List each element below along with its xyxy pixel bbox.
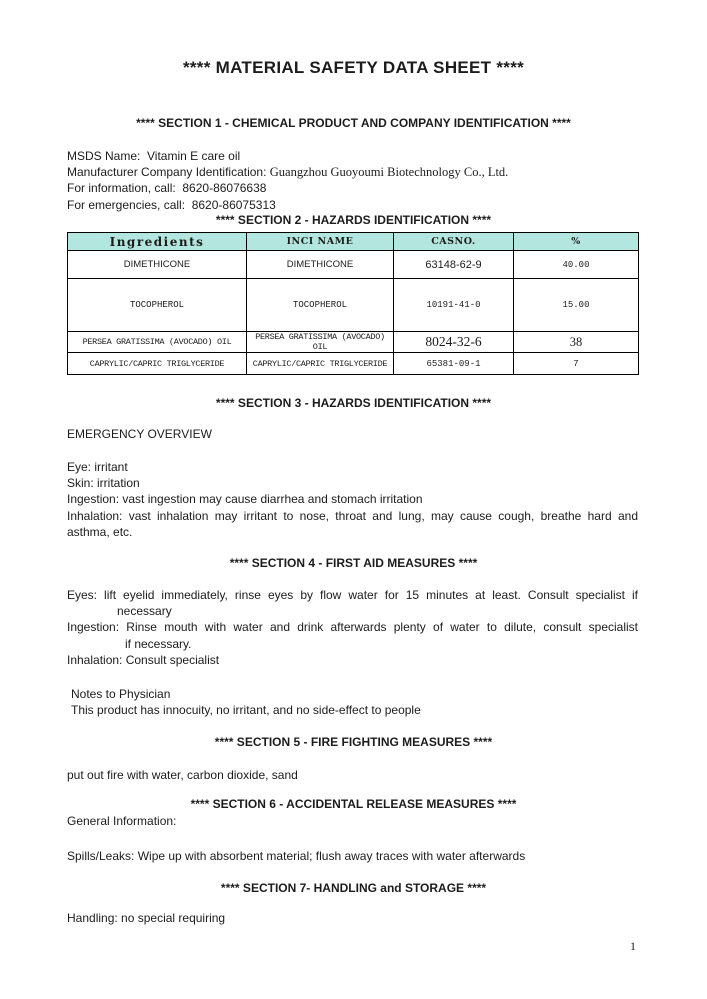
emergencies-call-line: For emergencies, call: 8620-86075313 (67, 198, 276, 212)
casno-cell: 10191-41-0 (394, 279, 514, 332)
emergency-overview-line: EMERGENCY OVERVIEW (67, 427, 212, 441)
section-5-header: **** SECTION 5 - FIRE FIGHTING MEASURES **** (214, 735, 493, 749)
inci-name-cell: TOCOPHEROL (247, 279, 394, 332)
handling-line: Handling: no special requiring (67, 911, 226, 925)
ingredient-cell: PERSEA GRATISSIMA (AVOCADO) OIL (68, 332, 247, 353)
percent-cell: 7 (514, 353, 639, 375)
skin-hazard-line: Skin: irritation (67, 476, 140, 490)
section-1-header: **** SECTION 1 - CHEMICAL PRODUCT AND COMPANY IDENTIFICATION **** (136, 116, 571, 130)
casno-cell: 63148-62-9 (394, 251, 514, 279)
ingredient-cell: CAPRYLIC/CAPRIC TRIGLYCERIDE (68, 353, 247, 375)
section-2-header: **** SECTION 2 - HAZARDS IDENTIFICATION **** (215, 213, 492, 227)
notes-to-physician-line: Notes to Physician (71, 687, 171, 701)
manufacturer-company-name: Guangzhou Guoyoumi Biotechnology Co., Ltd. (269, 165, 509, 179)
section-3-header: **** SECTION 3 - HAZARDS IDENTIFICATION **** (215, 396, 492, 410)
ingestion-hazard-line: Ingestion: vast ingestion may cause diarrhea and stomach irritation (67, 492, 423, 506)
fire-fighting-line: put out fire with water, carbon dioxide, sand (67, 768, 298, 782)
table-row (68, 353, 639, 375)
section-4-header: **** SECTION 4 - FIRST AID MEASURES **** (229, 556, 478, 570)
percent-column-header: % (514, 233, 639, 251)
eye-hazard-line: Eye: irritant (67, 460, 128, 474)
casno-column-header: CASNO. (394, 233, 514, 251)
ingestion-first-aid-cont: if necessary. (125, 637, 192, 651)
eyes-first-aid-line: Eyes: lift eyelid immediately, rinse eyes by flow water for 15 minutes at least. Consult specialist if (67, 588, 638, 602)
inci-name-cell: PERSEA GRATISSIMA (AVOCADO) OIL (247, 332, 394, 353)
table-header-row (68, 233, 639, 251)
ingredients-table (67, 232, 639, 375)
ingredients-column-header: Ingredients (68, 233, 247, 251)
casno-cell: 65381-09-1 (394, 353, 514, 375)
percent-cell: 15.00 (514, 279, 639, 332)
notes-body-line: This product has innocuity, no irritant, and no side-effect to people (71, 703, 421, 717)
page-number: 1 (630, 939, 636, 953)
msds-name-line: MSDS Name: Vitamin E care oil (67, 149, 241, 163)
spills-leaks-line: Spills/Leaks: Wipe up with absorbent material; flush away traces with water afterwards (67, 849, 526, 863)
section-6-header: **** SECTION 6 - ACCIDENTAL RELEASE MEASURES **** (190, 797, 517, 811)
percent-cell: 38 (514, 332, 639, 353)
inhalation-first-aid-line: Inhalation: Consult specialist (67, 653, 220, 667)
manufacturer-label: Manufacturer Company Identification: (67, 165, 270, 179)
ingestion-first-aid-line: Ingestion: Rinse mouth with water and drink afterwards plenty of water to dilute, consult specialist (67, 620, 638, 634)
table-row (68, 279, 639, 332)
section-7-header: **** SECTION 7- HANDLING and STORAGE **** (220, 881, 487, 895)
casno-cell: 8024-32-6 (394, 332, 514, 353)
document-title: **** MATERIAL SAFETY DATA SHEET **** (182, 58, 525, 77)
inhalation-hazard-line-cont: asthma, etc. (67, 525, 133, 539)
ingredient-cell: TOCOPHEROL (68, 279, 247, 332)
table-row (68, 332, 639, 353)
information-call-line: For information, call: 8620-86076638 (67, 181, 267, 195)
percent-cell: 40.00 (514, 251, 639, 279)
general-information-line: General Information: (67, 814, 177, 828)
eyes-first-aid-cont: necessary (117, 604, 172, 618)
inci-name-cell: CAPRYLIC/CAPRIC TRIGLYCERIDE (247, 353, 394, 375)
inhalation-hazard-line: Inhalation: vast inhalation may irritant to nose, throat and lung, may cause cough, breathe hard and (67, 509, 638, 523)
inci-name-cell: DIMETHICONE (247, 251, 394, 279)
ingredient-cell: DIMETHICONE (68, 251, 247, 279)
manufacturer-line (67, 165, 508, 180)
table-row (68, 251, 639, 279)
inci-name-column-header: INCI NAME (247, 233, 394, 251)
